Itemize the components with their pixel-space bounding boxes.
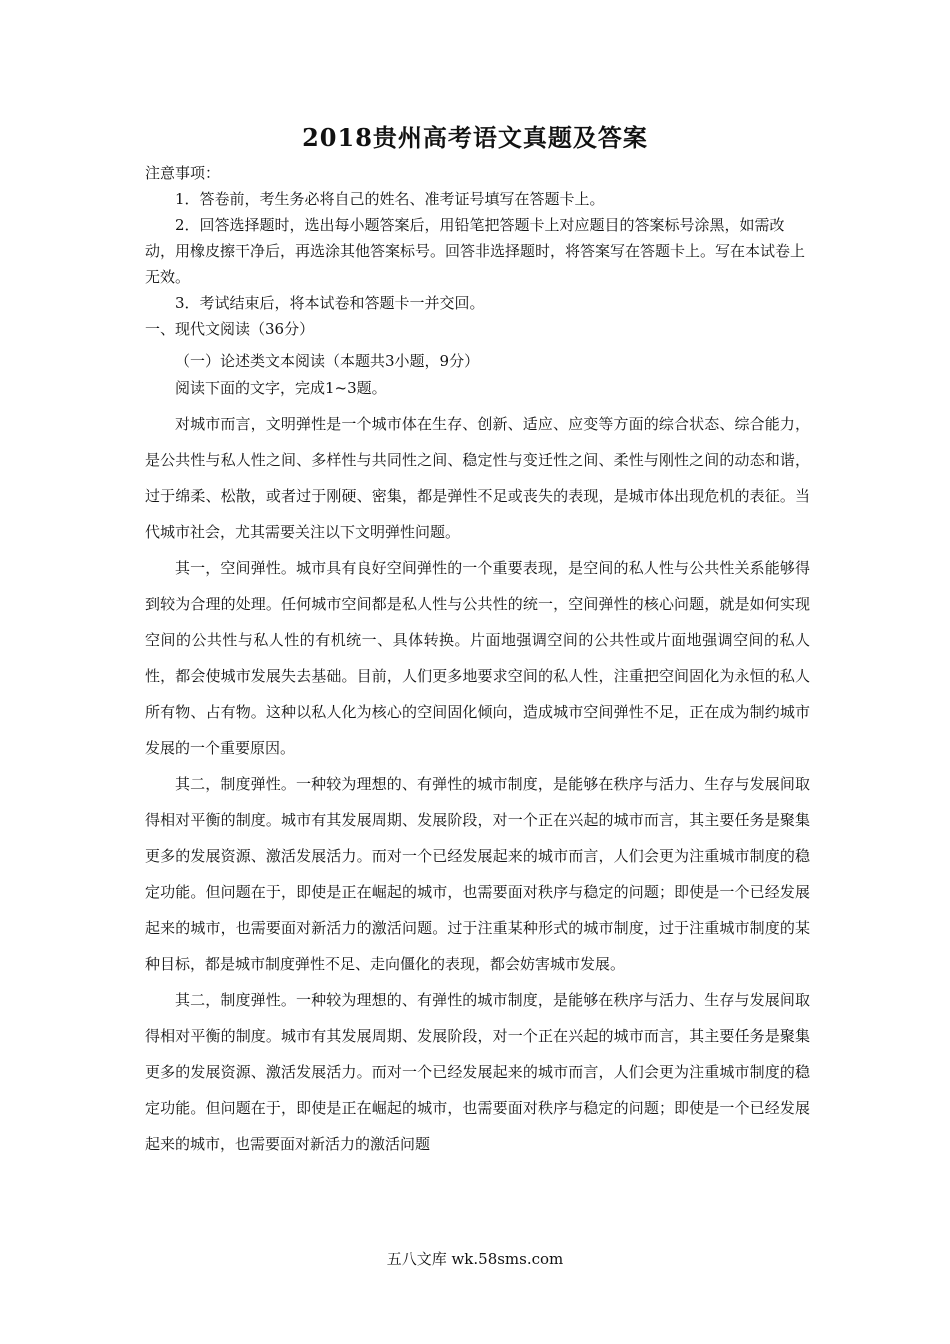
note-item: 3．考试结束后，将本试卷和答题卡一并交回。 [175, 294, 485, 312]
reading-passage [145, 370, 810, 1162]
paragraph: 其二，制度弹性。一种较为理想的、有弹性的城市制度，是能够在秩序与活力、生存与发展间取得相对平衡的制度。城市有其发展周期、发展阶段，对一个正在兴起的城市而言，其主要任务是聚集更多的发展资源、激活发展活力。而对一个已经发展起来的城市而言，人们会更为注重城市制度的稳定功能。但问题在于，即使是正在崛起的城市，也需要面对秩序与稳定的问题；即使是一个已经发展起来的城市，也需要面对新活力的激活问题 [145, 991, 810, 1153]
note-item: 2．回答选择题时，选出每小题答案后，用铅笔把答题卡上对应题目的答案标号涂黑，如需改动，用橡皮擦干净后，再选涂其他答案标号。回答非选择题时，将答案写在答题卡上。写在本试卷上无效。 [145, 216, 806, 286]
page-footer: 五八文库 wk.58sms.com [386, 1250, 564, 1268]
paragraph: 其一，空间弹性。城市具有良好空间弹性的一个重要表现，是空间的私人性与公共性关系能够得到较为合理的处理。任何城市空间都是私人性与公共性的统一，空间弹性的核心问题，就是如何实现空间的公共性与私人性的有机统一、具体转换。片面地强调空间的公共性或片面地强调空间的私人性，都会使城市发展失去基础。目前，人们更多地要求空间的私人性，注重把空间固化为永恒的私人所有物、占有物。这种以私人化为核心的空间固化倾向，造成城市空间弹性不足，正在成为制约城市发展的一个重要原因。 [145, 559, 810, 757]
note-item: 1．答卷前，考生务必将自己的姓名、准考证号填写在答题卡上。 [175, 190, 605, 208]
notes-block [145, 160, 810, 374]
notes-heading: 注意事项： [145, 164, 221, 182]
subsection-heading: （一）论述类文本阅读（本题共3小题，9分） [175, 352, 480, 370]
paragraph: 其二，制度弹性。一种较为理想的、有弹性的城市制度，是能够在秩序与活力、生存与发展间取得相对平衡的制度。城市有其发展周期、发展阶段，对一个正在兴起的城市而言，其主要任务是聚集更多的发展资源、激活发展活力。而对一个已经发展起来的城市而言，人们会更为注重城市制度的稳定功能。但问题在于，即使是正在崛起的城市，也需要面对秩序与稳定的问题；即使是一个已经发展起来的城市，也需要面对新活力的激活问题。过于注重某种形式的城市制度，过于注重城市制度的某种目标，都是城市制度弹性不足、走向僵化的表现，都会妨害城市发展。 [145, 775, 810, 973]
paragraph: 对城市而言，文明弹性是一个城市体在生存、创新、适应、应变等方面的综合状态、综合能力，是公共性与私人性之间、多样性与共同性之间、稳定性与变迁性之间、柔性与刚性之间的动态和谐，过于绵柔、松散，或者过于刚硬、密集，都是弹性不足或丧失的表现，是城市体出现危机的表征。当代城市社会，尤其需要关注以下文明弹性问题。 [145, 415, 810, 541]
section-heading: 一、现代文阅读（36分） [145, 320, 315, 338]
instruction-text: 阅读下面的文字，完成1~3题。 [175, 379, 387, 397]
document-title: 2018贵州高考语文真题及答案 [302, 123, 648, 152]
